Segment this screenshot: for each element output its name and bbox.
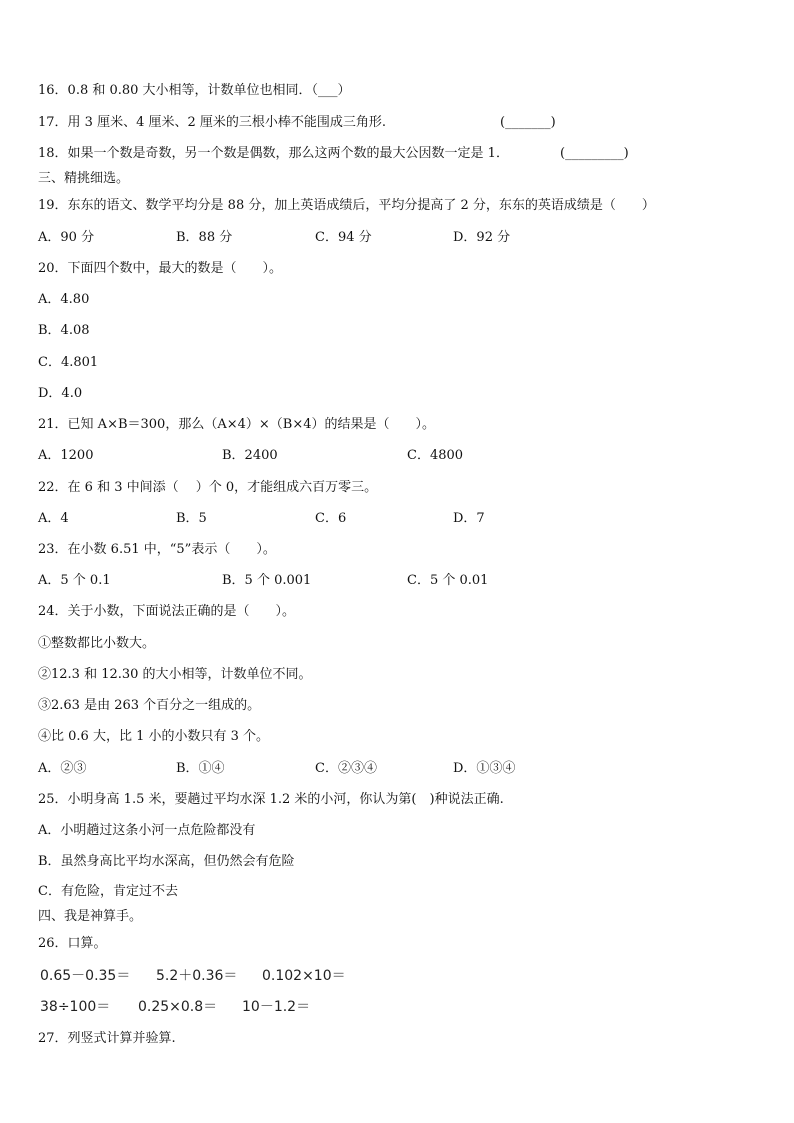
mental-calc-item: 5.2＋0.36＝ xyxy=(156,968,238,984)
question-16: 16．0.8 和 0.80 大小相等，计数单位也相同．（___） xyxy=(38,83,351,98)
answer-blank-17: (_______) xyxy=(500,115,556,130)
question-20: 20．下面四个数中，最大的数是（ ）。 xyxy=(38,261,283,276)
option-20-b: B．4.08 xyxy=(38,323,90,338)
option-25-b: B．虽然身高比平均水深高，但仍然会有危险 xyxy=(38,854,295,869)
option-19-b: B．88 分 xyxy=(176,230,233,245)
question-22: 22．在 6 和 3 中间添（ ）个 0，才能组成六百万零三。 xyxy=(38,480,378,495)
question-21: 21．已知 A×B＝300，那么（A×4）×（B×4）的结果是（ ）。 xyxy=(38,417,435,432)
statement-24-2: ②12.3 和 12.30 的大小相等，计数单位不同。 xyxy=(38,667,312,682)
mental-calc-item: 0.25×0.8＝ xyxy=(138,999,218,1015)
question-17: 17．用 3 厘米、4 厘米、2 厘米的三根小棒不能围成三角形. xyxy=(38,115,387,130)
mental-calc-item: 10－1.2＝ xyxy=(242,999,311,1015)
statement-24-4: ④比 0.6 大，比 1 小的小数只有 3 个。 xyxy=(38,729,270,744)
option-23-b: B．5 个 0.001 xyxy=(222,573,312,588)
option-21-a: A．1200 xyxy=(38,448,94,463)
option-24-a: A．②③ xyxy=(38,761,87,776)
mental-calc-item: 0.65－0.35＝ xyxy=(40,968,131,984)
question-19: 19．东东的语文、数学平均分是 88 分，加上英语成绩后，平均分提高了 2 分，东东的英语成绩是（ ） xyxy=(38,198,655,213)
option-19-d: D．92 分 xyxy=(453,230,511,245)
option-24-b: B．①④ xyxy=(176,761,225,776)
option-22-c: C．6 xyxy=(315,511,347,526)
question-23: 23．在小数 6.51 中，“5”表示（ ）。 xyxy=(38,542,276,557)
option-22-d: D．7 xyxy=(453,511,485,526)
option-22-a: A．4 xyxy=(38,511,69,526)
statement-24-1: ①整数都比小数大。 xyxy=(38,636,156,651)
section-heading-4: 四、我是神算手。 xyxy=(38,909,143,924)
option-22-b: B．5 xyxy=(176,511,207,526)
option-25-a: A．小明趟过这条小河一点危险都没有 xyxy=(38,823,256,838)
statement-24-3: ③2.63 是由 263 个百分之一组成的。 xyxy=(38,698,261,713)
question-25: 25．小明身高 1.5 米，要趟过平均水深 1.2 米的小河，你认为第( )种说法正确. xyxy=(38,792,504,807)
section-heading-3: 三、精挑细选。 xyxy=(38,171,130,186)
question-27: 27．列竖式计算并验算. xyxy=(38,1031,176,1046)
option-20-c: C．4.801 xyxy=(38,355,99,370)
option-24-d: D．①③④ xyxy=(453,761,516,776)
question-24: 24．关于小数，下面说法正确的是（ ）。 xyxy=(38,604,296,619)
option-20-a: A．4.80 xyxy=(38,292,90,307)
mental-calc-item: 38÷100＝ xyxy=(40,999,111,1015)
option-25-c: C．有危险，肯定过不去 xyxy=(38,884,178,899)
question-18: 18．如果一个数是奇数，另一个数是偶数，那么这两个数的最大公因数一定是 1． xyxy=(38,146,509,161)
answer-blank-18: (_________) xyxy=(560,146,629,161)
mental-calc-item: 0.102×10＝ xyxy=(262,968,346,984)
option-23-a: A．5 个 0.1 xyxy=(38,573,111,588)
question-26: 26．口算。 xyxy=(38,936,107,951)
option-23-c: C．5 个 0.01 xyxy=(407,573,489,588)
option-19-c: C．94 分 xyxy=(315,230,372,245)
option-21-c: C．4800 xyxy=(407,448,464,463)
option-19-a: A．90 分 xyxy=(38,230,95,245)
option-21-b: B．2400 xyxy=(222,448,278,463)
option-24-c: C．②③④ xyxy=(315,761,377,776)
option-20-d: D．4.0 xyxy=(38,386,83,401)
